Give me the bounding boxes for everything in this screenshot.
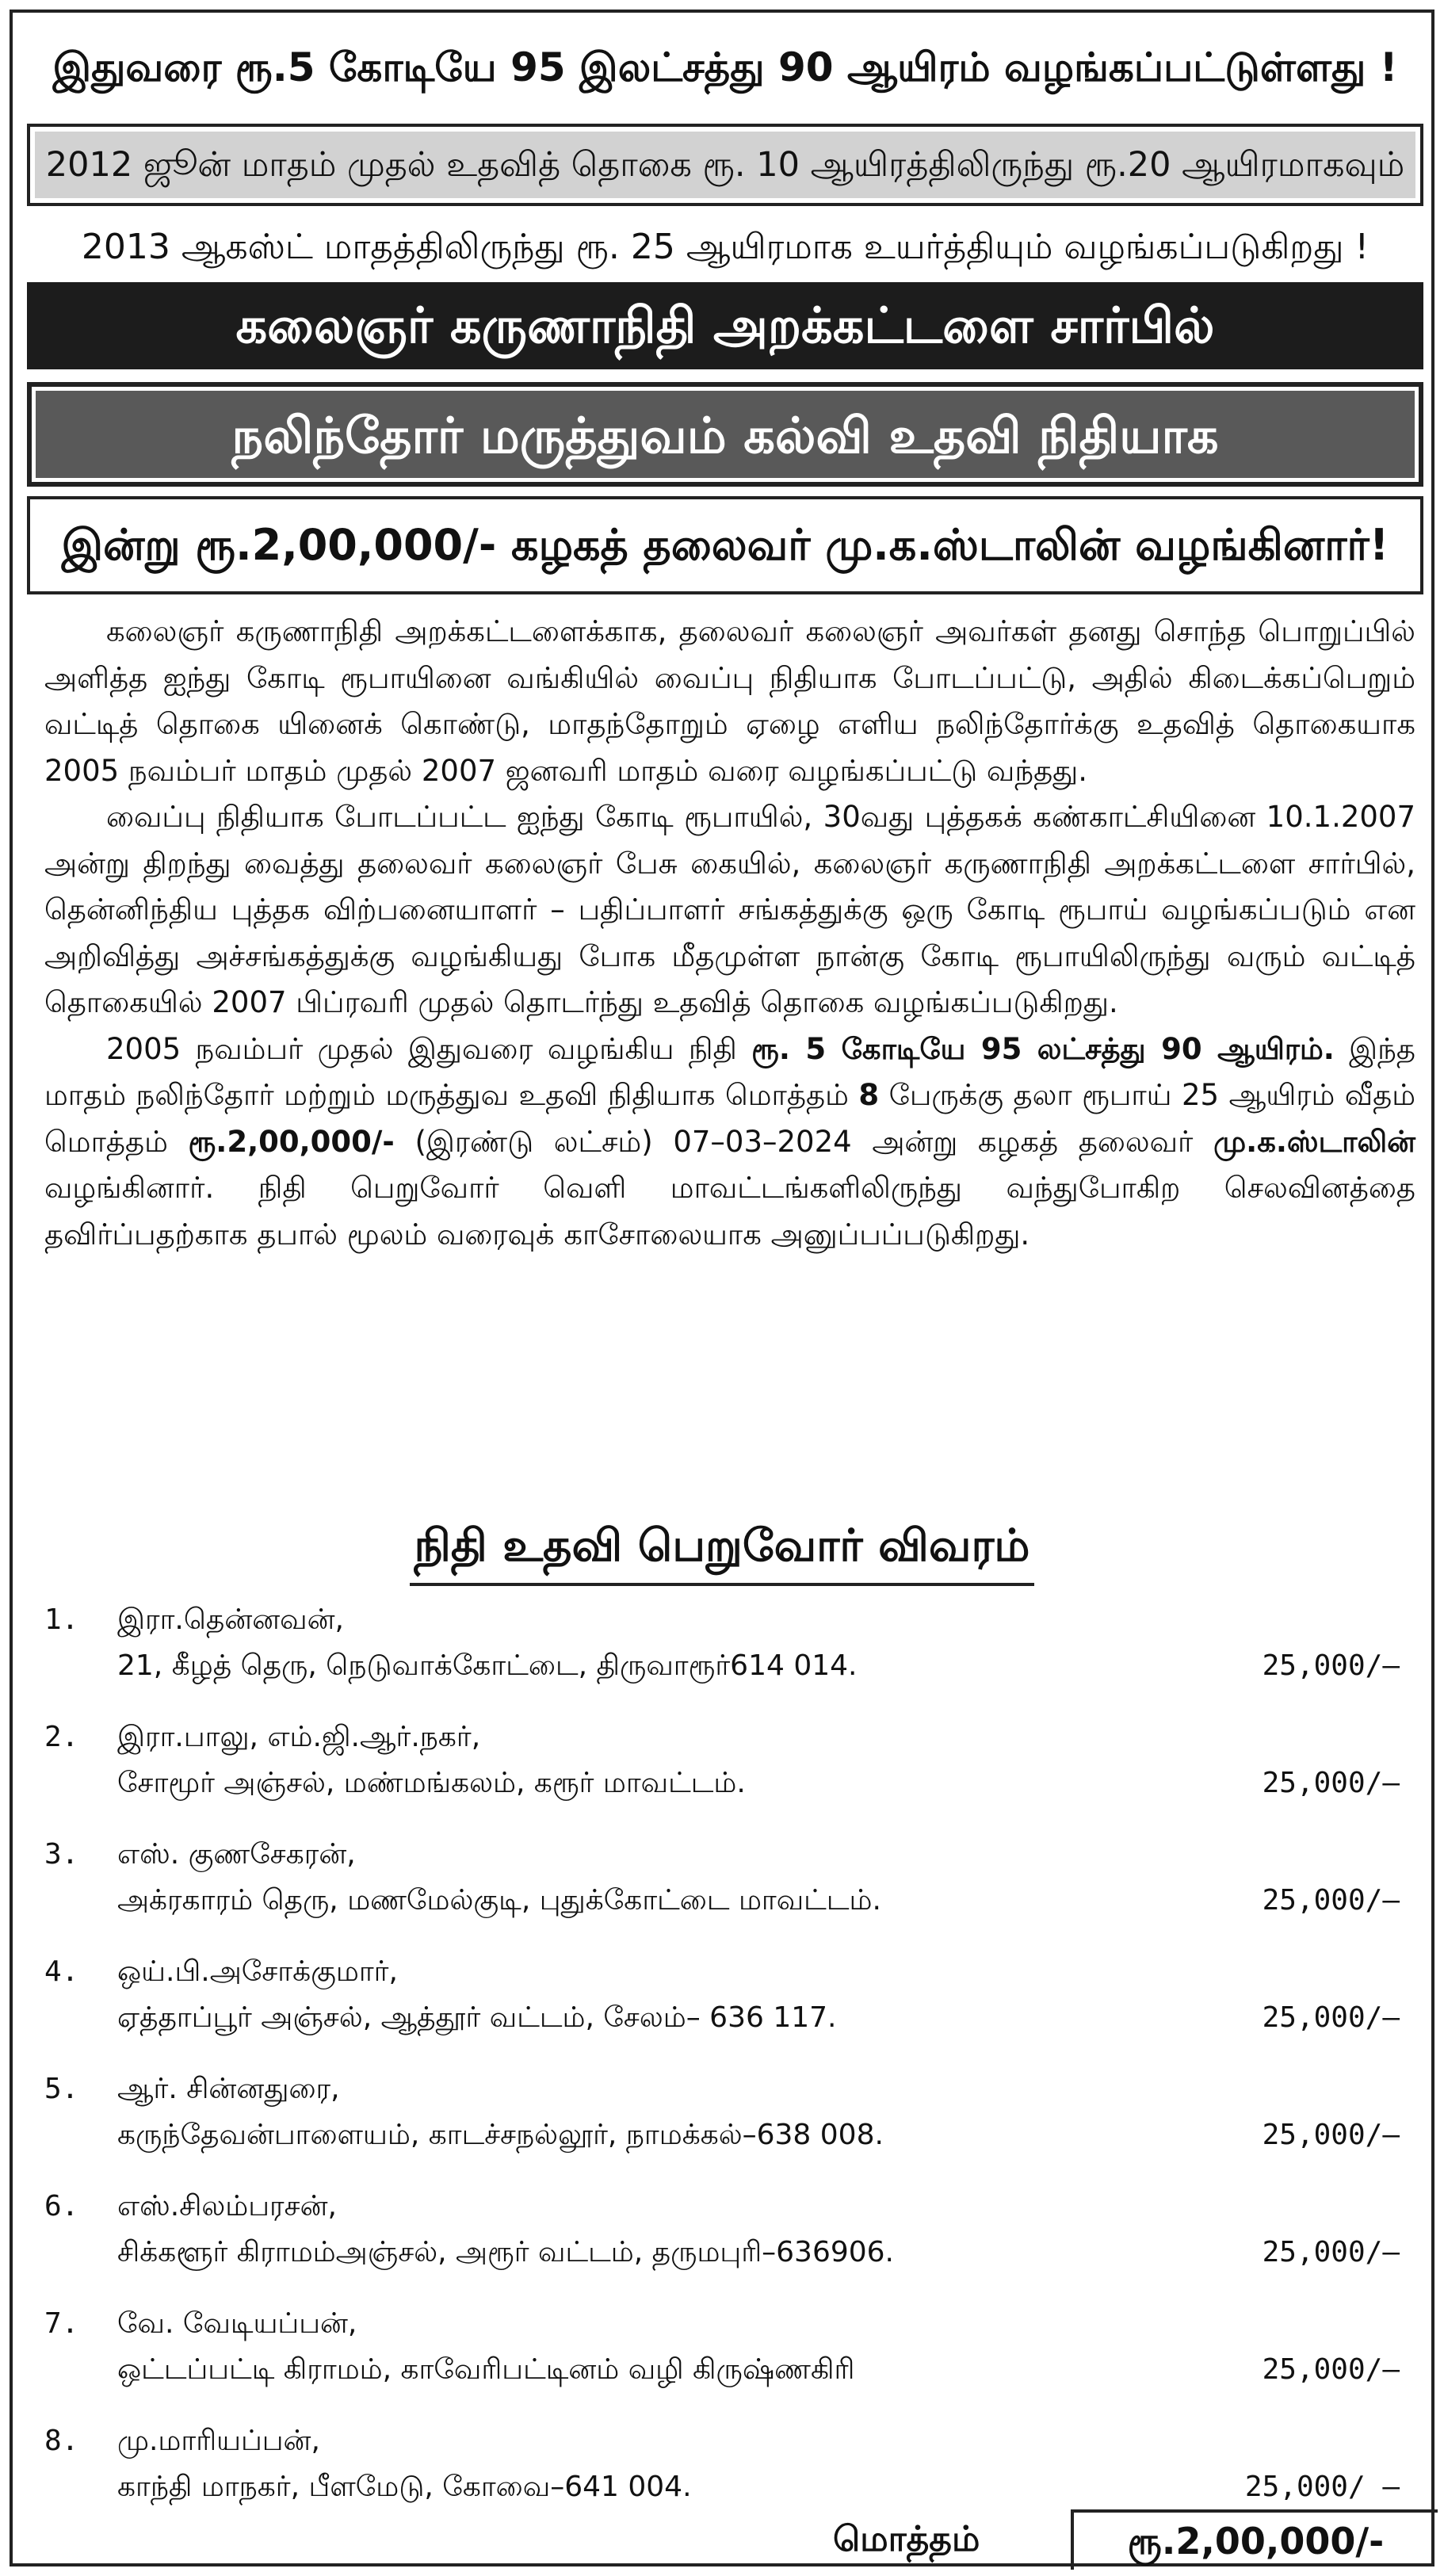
header-line-increase-2012: 2012 ஜூன் மாதம் முதல் உதவித் தொகை ரூ. 10 ஆயிரத்திலிருந்து ரூ.20 ஆயிரமாகவும் [27,124,1423,206]
item-number: 1. [44,1603,79,1636]
total-row [13,2509,1438,2570]
list-item [44,2302,1400,2419]
list-item [44,1950,1400,2067]
banner-trust-name: கலைஞர் கருணாநிதி அறக்கட்டளை சார்பில் [27,282,1423,369]
recipient-address: சோமூர் அஞ்சல், மண்மங்கலம், கரூர் மாவட்டம். [117,1767,746,1799]
recipient-amount: 25,000/– [1262,1767,1400,1799]
paragraph-2: வைப்பு நிதியாக போடப்பட்ட ஐந்து கோடி ரூபாயில், 30வது புத்தகக் கண்காட்சியினை 10.1.2007 அன்று திறந்து வைத்து தலைவர் கலைஞர் பேசு கையில், கலைஞர் கருணாநிதி அறக்கட்டளை சார்பில், தென்னிந்திய புத்தக விற்பனையாளர் – பதிப்பாளர் சங்கத்துக்கு ஒரு கோடி ரூபாய் வழங்கப்படும் என அறிவித்து அச்சங்கத்துக்கு வழங்கியது போக மீதமுள்ள நான்கு கோடி ரூபாயிலிருந்து வரும் வட்டித் தொகையில் 2007 பிப்ரவரி முதல் தொடர்ந்து உதவித் தொகை வழங்கப்படுகிறது. [44,800,1415,1019]
header-line-increase-2013: 2013 ஆகஸ்ட் மாதத்திலிருந்து ரூ. 25 ஆயிரமாக உயர்த்தியும் வழங்கப்படுகிறது ! [81,227,1370,267]
recipient-address: ஒட்டப்பட்டி கிராமம், காவேரிபட்டினம் வழி கிருஷ்ணகிரி [117,2353,855,2386]
recipient-name: எஸ்.சிலம்பரசன், [117,2190,337,2222]
item-number: 8. [44,2425,79,2457]
list-item [44,2184,1400,2302]
list-item [44,1833,1400,1950]
paragraph-3 [44,1026,1415,1259]
list-item [44,2067,1400,2184]
p3-recipient-count: 8 [858,1078,880,1112]
item-number: 2. [44,1721,79,1753]
recipients-heading: நிதி உதவி பெறுவோர் விவரம் [410,1515,1035,1586]
recipient-name: எஸ். குணசேகரன், [117,1838,356,1871]
item-number: 4. [44,1955,79,1988]
recipient-amount: 25,000/– [1262,2001,1400,2034]
p3-text-a: 2005 நவம்பர் முதல் இதுவரை வழங்கிய நிதி [106,1031,737,1066]
recipient-amount: 25,000/– [1262,1649,1400,1682]
recipient-address: ஏத்தாப்பூர் அஞ்சல், ஆத்தூர் வட்டம், சேலம்– 636 117. [117,2001,837,2034]
advertisement-page [10,10,1434,2566]
p3-text-e: பேருக்கு தலா ரூபாய் 25 ஆயிரம் வீதம் மொத்தம் [44,1078,1416,1159]
recipient-name: வே. வேடியப்பன், [117,2307,357,2340]
p3-leader-name: மு.க.ஸ்டாலின் [1213,1124,1416,1159]
recipient-amount: 25,000/– [1262,2353,1400,2386]
p3-text-g: (இரண்டு லட்சம்) 07–03–2024 அன்று கழகத் தலைவர் [414,1124,1194,1159]
recipient-name: ஒய்.பி.அசோக்குமார், [117,1955,398,1988]
recipient-amount: 25,000/– [1262,2236,1400,2268]
recipient-address: அக்ரகாரம் தெரு, மணமேல்குடி, புதுக்கோட்டை மாவட்டம். [117,1884,881,1917]
item-number: 7. [44,2307,79,2340]
banner-aid-purpose: நலிந்தோர் மருத்துவம் கல்வி உதவி நிதியாக [27,382,1423,487]
recipient-address: காந்தி மாநகர், பீளமேடு, கோவை–641 004. [117,2471,692,2503]
total-amount: ரூ.2,00,000/- [1071,2509,1438,2570]
body-text [44,609,1415,1258]
recipient-address: 21, கீழத் தெரு, நெடுவாக்கோட்டை, திருவாரூர்614 014. [117,1649,858,1682]
header-line-total-given: இதுவரை ரூ.5 கோடியே 95 இலட்சத்து 90 ஆயிரம் வழங்கப்பட்டுள்ளது ! [52,44,1398,90]
total-label: மொத்தம் [833,2519,980,2559]
recipients-list [44,1598,1400,2536]
recipient-amount: 25,000/ – [1244,2471,1400,2503]
paragraph-1: கலைஞர் கருணாநிதி அறக்கட்டளைக்காக, தலைவர் கலைஞர் அவர்கள் தனது சொந்த பொறுப்பில் அளித்த ஐந்து கோடி ரூபாயினை வங்கியில் வைப்பு நிதியாக போடப்பட்டு, அதில் கிடைக்கப்பெறும் வட்டித் தொகை யினைக் கொண்டு, மாதந்தோறும் ஏழை எளிய நலிந்தோர்க்கு உதவித் தொகையாக 2005 நவம்பர் மாதம் முதல் 2007 ஜனவரி மாதம் வரை வழங்கப்பட்டு வந்தது. [44,614,1415,788]
list-item [44,1715,1400,1833]
p3-total-given: ரூ. 5 கோடியே 95 லட்சத்து 90 ஆயிரம். [751,1031,1335,1066]
recipient-name: இரா.தென்னவன், [117,1603,344,1636]
recipients-heading-wrap [13,1515,1431,1586]
recipient-name: ஆர். சின்னதுரை, [117,2073,340,2105]
item-number: 6. [44,2190,79,2222]
banner-today-amount: இன்று ரூ.2,00,000/- கழகத் தலைவர் மு.க.ஸ்டாலின் வழங்கினார்! [27,496,1423,594]
recipient-amount: 25,000/– [1262,2119,1400,2151]
recipient-address: கருந்தேவன்பாளையம், காடச்சநல்லூர், நாமக்கல்–638 008. [117,2119,884,2151]
recipient-amount: 25,000/– [1262,1884,1400,1917]
recipient-name: இரா.பாலு, எம்.ஜி.ஆர்.நகர், [117,1721,481,1753]
recipient-name: மு.மாரியப்பன், [117,2425,320,2457]
item-number: 3. [44,1838,79,1871]
item-number: 5. [44,2073,79,2105]
p3-total-amount: ரூ.2,00,000/- [188,1124,395,1159]
p3-text-i: வழங்கினார். நிதி பெறுவோர் வெளி மாவட்டங்களிலிருந்து வந்துபோகிற செலவினத்தை தவிர்ப்பதற்காக தபால் மூலம் வரைவுக் காசோலையாக அனுப்பப்படுகிறது. [44,1171,1415,1252]
recipient-address: சிக்களூர் கிராமம்அஞ்சல், அரூர் வட்டம், தருமபுரி–636906. [117,2236,894,2268]
p3-text-c: இந்த மாதம் நலிந்தோர் மற்றும் மருத்துவ உதவி நிதியாக மொத்தம் [44,1031,1415,1112]
list-item [44,1598,1400,1715]
